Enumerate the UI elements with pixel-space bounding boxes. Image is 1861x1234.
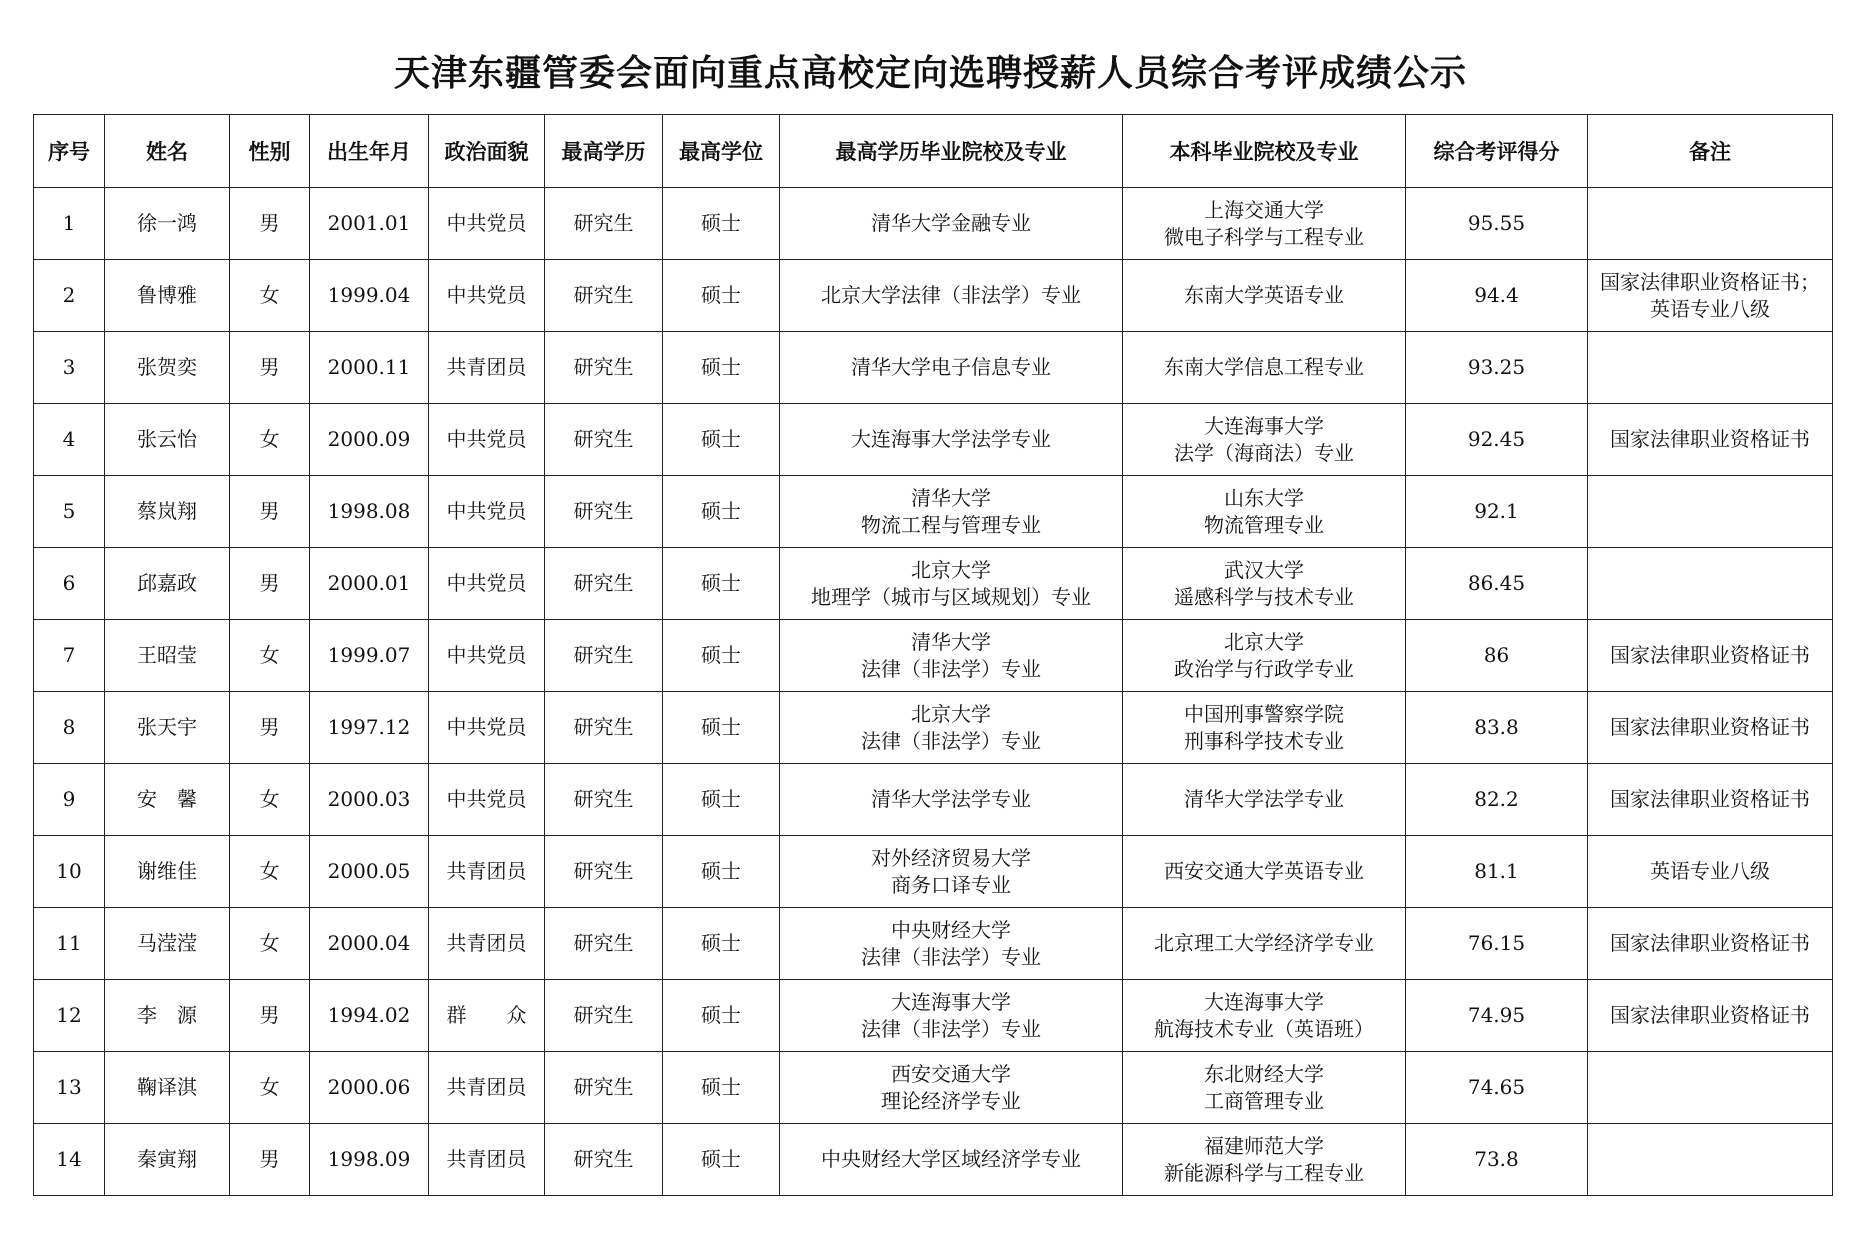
cell-name: 王昭莹	[105, 620, 230, 692]
cell-degree: 硕士	[663, 188, 780, 260]
cell-grad-school	[780, 908, 1123, 980]
cell-gender: 男	[230, 1124, 310, 1196]
cell-remark	[1588, 476, 1833, 548]
cell-birth: 2000.11	[310, 332, 429, 404]
cell-degree: 硕士	[663, 1124, 780, 1196]
column-header-no: 序号	[34, 115, 105, 188]
cell-line: 中央财经大学	[891, 917, 1011, 942]
cell-education: 研究生	[545, 332, 663, 404]
cell-gender: 女	[230, 836, 310, 908]
cell-education: 研究生	[545, 836, 663, 908]
cell-no: 14	[34, 1124, 105, 1196]
cell-score: 86	[1406, 620, 1588, 692]
cell-undergrad-school	[1123, 476, 1406, 548]
page-title: 天津东疆管委会面向重点高校定向选聘授薪人员综合考评成绩公示	[393, 53, 1467, 94]
cell-grad-school	[780, 548, 1123, 620]
table-row	[34, 548, 1833, 620]
cell-line: 法律（非法学）专业	[861, 656, 1041, 681]
cell-political: 中共党员	[429, 764, 545, 836]
cell-line: 上海交通大学	[1204, 197, 1324, 222]
cell-no: 1	[34, 188, 105, 260]
cell-grad-school	[780, 260, 1123, 332]
cell-line: 航海技术专业（英语班）	[1154, 1016, 1374, 1041]
cell-gender: 男	[230, 980, 310, 1052]
cell-political: 中共党员	[429, 404, 545, 476]
cell-birth: 1999.07	[310, 620, 429, 692]
cell-no: 2	[34, 260, 105, 332]
cell-grad-school	[780, 476, 1123, 548]
cell-education: 研究生	[545, 764, 663, 836]
cell-line: 商务口译专业	[891, 872, 1011, 897]
cell-degree: 硕士	[663, 764, 780, 836]
cell-undergrad-school	[1123, 1124, 1406, 1196]
cell-education: 研究生	[545, 620, 663, 692]
cell-grad-school	[780, 332, 1123, 404]
cell-line: 工商管理专业	[1204, 1088, 1324, 1113]
table-row	[34, 908, 1833, 980]
cell-undergrad-school	[1123, 836, 1406, 908]
remark-text: 国家法律职业资格证书	[1610, 787, 1810, 811]
cell-gender: 男	[230, 476, 310, 548]
cell-line: 法律（非法学）专业	[861, 944, 1041, 969]
cell-gender: 女	[230, 764, 310, 836]
table-row	[34, 332, 1833, 404]
cell-gender: 女	[230, 404, 310, 476]
cell-education: 研究生	[545, 188, 663, 260]
column-header-gender: 性别	[230, 115, 310, 188]
cell-grad-school	[780, 980, 1123, 1052]
cell-line: 物流工程与管理专业	[861, 512, 1041, 537]
cell-birth: 1997.12	[310, 692, 429, 764]
cell-line: 大连海事大学	[1204, 989, 1324, 1014]
cell-remark	[1588, 548, 1833, 620]
cell-line: 法学（海商法）专业	[1174, 440, 1354, 465]
cell-education: 研究生	[545, 980, 663, 1052]
table-row	[34, 404, 1833, 476]
cell-line: 北京大学	[911, 557, 991, 582]
table-row	[34, 620, 1833, 692]
column-header-score: 综合考评得分	[1406, 115, 1588, 188]
table-row	[34, 836, 1833, 908]
cell-grad-school	[780, 836, 1123, 908]
cell-line: 刑事科学技术专业	[1184, 728, 1344, 753]
cell-line: 西安交通大学	[891, 1061, 1011, 1086]
cell-line: 法律（非法学）专业	[861, 728, 1041, 753]
cell-degree: 硕士	[663, 908, 780, 980]
cell-undergrad-school	[1123, 764, 1406, 836]
cell-birth: 2000.09	[310, 404, 429, 476]
table-row	[34, 188, 1833, 260]
cell-line: 东北财经大学	[1204, 1061, 1324, 1086]
cell-line: 清华大学法学专业	[1184, 787, 1344, 811]
table-row	[34, 260, 1833, 332]
cell-gender: 女	[230, 620, 310, 692]
cell-grad-school	[780, 692, 1123, 764]
cell-line: 政治学与行政学专业	[1174, 656, 1354, 681]
cell-undergrad-school	[1123, 404, 1406, 476]
cell-score: 82.2	[1406, 764, 1588, 836]
remark-text: 国家法律职业资格证书；英语专业八级	[1600, 269, 1820, 321]
cell-birth: 1999.04	[310, 260, 429, 332]
cell-line: 物流管理专业	[1204, 512, 1324, 537]
remark-text: 国家法律职业资格证书	[1610, 427, 1810, 451]
table-row	[34, 1124, 1833, 1196]
cell-remark	[1588, 764, 1833, 836]
cell-no: 9	[34, 764, 105, 836]
cell-score: 92.45	[1406, 404, 1588, 476]
cell-line: 山东大学	[1224, 485, 1304, 510]
cell-no: 11	[34, 908, 105, 980]
cell-name: 张贺奕	[105, 332, 230, 404]
cell-line: 清华大学	[911, 629, 991, 654]
remark-text: 国家法律职业资格证书	[1610, 643, 1810, 667]
cell-political: 共青团员	[429, 836, 545, 908]
cell-remark	[1588, 692, 1833, 764]
cell-no: 13	[34, 1052, 105, 1124]
remark-text: 国家法律职业资格证书	[1610, 1003, 1810, 1027]
cell-score: 74.65	[1406, 1052, 1588, 1124]
cell-line: 遥感科学与技术专业	[1174, 584, 1354, 609]
cell-political: 群 众	[429, 980, 545, 1052]
cell-political: 中共党员	[429, 188, 545, 260]
table-row	[34, 476, 1833, 548]
cell-degree: 硕士	[663, 548, 780, 620]
cell-education: 研究生	[545, 1052, 663, 1124]
cell-line: 清华大学电子信息专业	[851, 355, 1051, 379]
cell-political: 中共党员	[429, 260, 545, 332]
cell-no: 8	[34, 692, 105, 764]
column-header-name: 姓名	[105, 115, 230, 188]
remark-text: 英语专业八级	[1650, 859, 1770, 883]
cell-line: 北京大学	[911, 701, 991, 726]
cell-education: 研究生	[545, 692, 663, 764]
cell-score: 94.4	[1406, 260, 1588, 332]
cell-political: 中共党员	[429, 476, 545, 548]
cell-gender: 男	[230, 188, 310, 260]
cell-remark	[1588, 404, 1833, 476]
cell-degree: 硕士	[663, 260, 780, 332]
cell-gender: 男	[230, 548, 310, 620]
cell-remark	[1588, 980, 1833, 1052]
cell-no: 3	[34, 332, 105, 404]
cell-name: 徐一鸿	[105, 188, 230, 260]
remark-text: 国家法律职业资格证书	[1610, 715, 1810, 739]
column-header-birth: 出生年月	[310, 115, 429, 188]
cell-political: 共青团员	[429, 908, 545, 980]
cell-score: 93.25	[1406, 332, 1588, 404]
cell-birth: 2001.01	[310, 188, 429, 260]
cell-grad-school	[780, 1052, 1123, 1124]
cell-name: 蔡岚翔	[105, 476, 230, 548]
cell-line: 福建师范大学	[1204, 1133, 1324, 1158]
cell-education: 研究生	[545, 908, 663, 980]
cell-birth: 2000.03	[310, 764, 429, 836]
cell-grad-school	[780, 404, 1123, 476]
cell-name: 马滢滢	[105, 908, 230, 980]
cell-degree: 硕士	[663, 980, 780, 1052]
cell-line: 大连海事大学	[891, 989, 1011, 1014]
cell-line: 清华大学法学专业	[871, 787, 1031, 811]
remark-text: 国家法律职业资格证书	[1610, 931, 1810, 955]
cell-line: 中国刑事警察学院	[1184, 701, 1344, 726]
cell-line: 微电子科学与工程专业	[1164, 224, 1364, 249]
cell-political: 共青团员	[429, 1124, 545, 1196]
table-row	[34, 692, 1833, 764]
cell-remark	[1588, 620, 1833, 692]
cell-degree: 硕士	[663, 1052, 780, 1124]
cell-birth: 1998.08	[310, 476, 429, 548]
cell-name: 秦寅翔	[105, 1124, 230, 1196]
cell-score: 73.8	[1406, 1124, 1588, 1196]
cell-line: 武汉大学	[1224, 557, 1304, 582]
cell-name: 李 源	[105, 980, 230, 1052]
cell-grad-school	[780, 620, 1123, 692]
cell-name: 张天宇	[105, 692, 230, 764]
cell-degree: 硕士	[663, 404, 780, 476]
cell-name: 安 馨	[105, 764, 230, 836]
cell-political: 中共党员	[429, 548, 545, 620]
cell-name: 谢维佳	[105, 836, 230, 908]
cell-name: 鲁博雅	[105, 260, 230, 332]
cell-birth: 1998.09	[310, 1124, 429, 1196]
cell-name: 邱嘉政	[105, 548, 230, 620]
cell-line: 地理学（城市与区域规划）专业	[811, 584, 1091, 609]
cell-degree: 硕士	[663, 836, 780, 908]
cell-remark	[1588, 836, 1833, 908]
cell-score: 95.55	[1406, 188, 1588, 260]
cell-line: 东南大学英语专业	[1184, 283, 1344, 307]
column-header-remark: 备注	[1588, 115, 1833, 188]
cell-birth: 2000.04	[310, 908, 429, 980]
cell-political: 共青团员	[429, 1052, 545, 1124]
table-body	[34, 188, 1833, 1196]
cell-line: 清华大学	[911, 485, 991, 510]
cell-gender: 女	[230, 1052, 310, 1124]
cell-gender: 男	[230, 692, 310, 764]
cell-gender: 男	[230, 332, 310, 404]
cell-grad-school	[780, 764, 1123, 836]
cell-no: 12	[34, 980, 105, 1052]
cell-education: 研究生	[545, 548, 663, 620]
table-row	[34, 764, 1833, 836]
cell-remark	[1588, 1052, 1833, 1124]
column-header-undergrad-school: 本科毕业院校及专业	[1123, 115, 1406, 188]
cell-no: 6	[34, 548, 105, 620]
results-table	[33, 114, 1833, 1196]
cell-undergrad-school	[1123, 1052, 1406, 1124]
column-header-education: 最高学历	[545, 115, 663, 188]
cell-line: 北京大学	[1224, 629, 1304, 654]
cell-score: 74.95	[1406, 980, 1588, 1052]
cell-undergrad-school	[1123, 188, 1406, 260]
cell-degree: 硕士	[663, 620, 780, 692]
cell-score: 76.15	[1406, 908, 1588, 980]
cell-birth: 1994.02	[310, 980, 429, 1052]
cell-political: 共青团员	[429, 332, 545, 404]
cell-education: 研究生	[545, 476, 663, 548]
cell-score: 92.1	[1406, 476, 1588, 548]
cell-no: 10	[34, 836, 105, 908]
cell-birth: 2000.05	[310, 836, 429, 908]
cell-name: 张云怡	[105, 404, 230, 476]
cell-score: 81.1	[1406, 836, 1588, 908]
cell-score: 86.45	[1406, 548, 1588, 620]
cell-political: 中共党员	[429, 620, 545, 692]
cell-education: 研究生	[545, 1124, 663, 1196]
cell-education: 研究生	[545, 260, 663, 332]
cell-political: 中共党员	[429, 692, 545, 764]
cell-no: 5	[34, 476, 105, 548]
cell-line: 西安交通大学英语专业	[1164, 859, 1364, 883]
column-header-political: 政治面貌	[429, 115, 545, 188]
cell-line: 清华大学金融专业	[871, 211, 1031, 235]
cell-line: 对外经济贸易大学	[871, 845, 1031, 870]
cell-line: 法律（非法学）专业	[861, 1016, 1041, 1041]
cell-birth: 2000.06	[310, 1052, 429, 1124]
cell-undergrad-school	[1123, 260, 1406, 332]
cell-undergrad-school	[1123, 332, 1406, 404]
cell-undergrad-school	[1123, 548, 1406, 620]
cell-undergrad-school	[1123, 908, 1406, 980]
cell-line: 北京理工大学经济学专业	[1154, 931, 1374, 955]
cell-line: 新能源科学与工程专业	[1164, 1160, 1364, 1185]
cell-line: 中央财经大学区域经济学专业	[821, 1147, 1081, 1171]
cell-remark	[1588, 188, 1833, 260]
cell-line: 东南大学信息工程专业	[1164, 355, 1364, 379]
cell-grad-school	[780, 1124, 1123, 1196]
cell-line: 北京大学法律（非法学）专业	[821, 283, 1081, 307]
cell-undergrad-school	[1123, 980, 1406, 1052]
cell-degree: 硕士	[663, 332, 780, 404]
table-row	[34, 980, 1833, 1052]
cell-degree: 硕士	[663, 692, 780, 764]
column-header-grad-school: 最高学历毕业院校及专业	[780, 115, 1123, 188]
cell-undergrad-school	[1123, 620, 1406, 692]
cell-line: 大连海事大学	[1204, 413, 1324, 438]
table-row	[34, 1052, 1833, 1124]
cell-remark	[1588, 1124, 1833, 1196]
cell-birth: 2000.01	[310, 548, 429, 620]
cell-name: 鞠译淇	[105, 1052, 230, 1124]
cell-undergrad-school	[1123, 692, 1406, 764]
cell-line: 大连海事大学法学专业	[851, 427, 1051, 451]
cell-gender: 女	[230, 260, 310, 332]
column-header-degree: 最高学位	[663, 115, 780, 188]
cell-line: 理论经济学专业	[881, 1088, 1021, 1113]
cell-remark	[1588, 908, 1833, 980]
cell-education: 研究生	[545, 404, 663, 476]
cell-remark	[1588, 332, 1833, 404]
cell-degree: 硕士	[663, 476, 780, 548]
table-header-row	[34, 115, 1833, 188]
cell-grad-school	[780, 188, 1123, 260]
cell-remark	[1588, 260, 1833, 332]
cell-gender: 女	[230, 908, 310, 980]
cell-no: 4	[34, 404, 105, 476]
cell-no: 7	[34, 620, 105, 692]
cell-score: 83.8	[1406, 692, 1588, 764]
